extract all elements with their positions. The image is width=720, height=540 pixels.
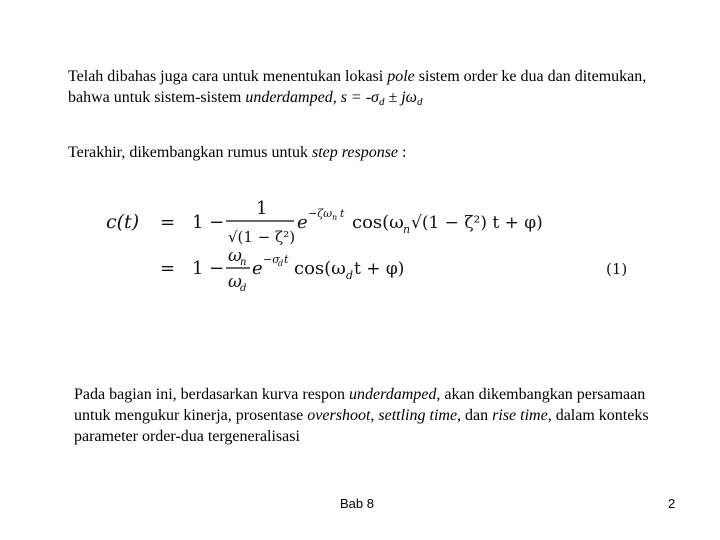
text: ± jω (384, 89, 417, 106)
exp1-sub: n (332, 213, 338, 222)
eq-equals-2: = (160, 258, 176, 279)
sub: d (378, 96, 385, 108)
step-response-equation (0, 190, 720, 300)
frac1-numerator: 1 (256, 198, 268, 219)
text: underdamped, s = -σ (245, 89, 379, 106)
text: , (370, 407, 379, 424)
exp2-sup: −σ (263, 253, 280, 266)
text: Pada bagian ini, berdasarkan kurva respon (74, 386, 350, 403)
term-overshoot: overshoot (307, 407, 371, 424)
eq-one-minus-1: 1 − (192, 212, 225, 233)
term-underdamped: underdamped (349, 386, 437, 403)
equation-number: (1) (606, 260, 628, 278)
frac1-denominator: √(1 − ζ²) (228, 228, 296, 246)
frac2-den: ω (228, 272, 242, 292)
text: Telah dibahas juga cara untuk menentukan lokasi (68, 68, 388, 85)
term-settling-time: settling time (378, 407, 458, 424)
sub: d (416, 96, 423, 108)
eq-lhs: c(t) (106, 211, 140, 233)
text: , akan dikembangkan persamaan untuk mengukur kinerja, prosentase (74, 386, 646, 424)
text: Terakhir, dikembangkan rumus untuk (68, 144, 312, 161)
cos1-sub: n (403, 223, 411, 236)
exp1-t: t (340, 207, 345, 220)
intro-paragraph (68, 66, 668, 108)
frac2-den-sub: d (240, 283, 247, 294)
text: , dan (457, 407, 493, 424)
exp2-t: t (284, 253, 289, 266)
page-number: 2 (668, 496, 676, 511)
performance-paragraph (74, 384, 674, 447)
cos1-start: cos(ω (352, 212, 404, 233)
exp2-base: e (252, 258, 263, 279)
eq-equals-1: = (160, 212, 176, 233)
exp1-sup: −ζω (308, 207, 333, 220)
cos2-rest: t + φ) (354, 259, 405, 279)
text: , dalam konteks parameter order-dua tergeneralisasi (74, 407, 649, 445)
term-rise-time: rise time (492, 407, 548, 424)
cos2-sub: d (346, 269, 354, 282)
eq-one-minus-2: 1 − (192, 258, 225, 279)
footer-chapter-label: Bab 8 (340, 496, 374, 511)
exp2-sub: d (278, 259, 284, 268)
text: : (398, 144, 407, 161)
cos2-start: cos(ω (294, 258, 346, 279)
term-step-response: step response (311, 144, 399, 161)
step-response-paragraph (68, 142, 668, 163)
text: sistem order ke dua dan ditemukan, bahwa untuk sistem-sistem (68, 68, 647, 106)
frac2-num-sub: n (240, 257, 247, 268)
exp1-base: e (297, 212, 308, 233)
frac2-num: ω (228, 246, 242, 266)
pole-formula (245, 89, 422, 106)
cos1-rest: √(1 − ζ²) t + φ) (411, 213, 543, 233)
term-pole: pole (387, 68, 415, 85)
